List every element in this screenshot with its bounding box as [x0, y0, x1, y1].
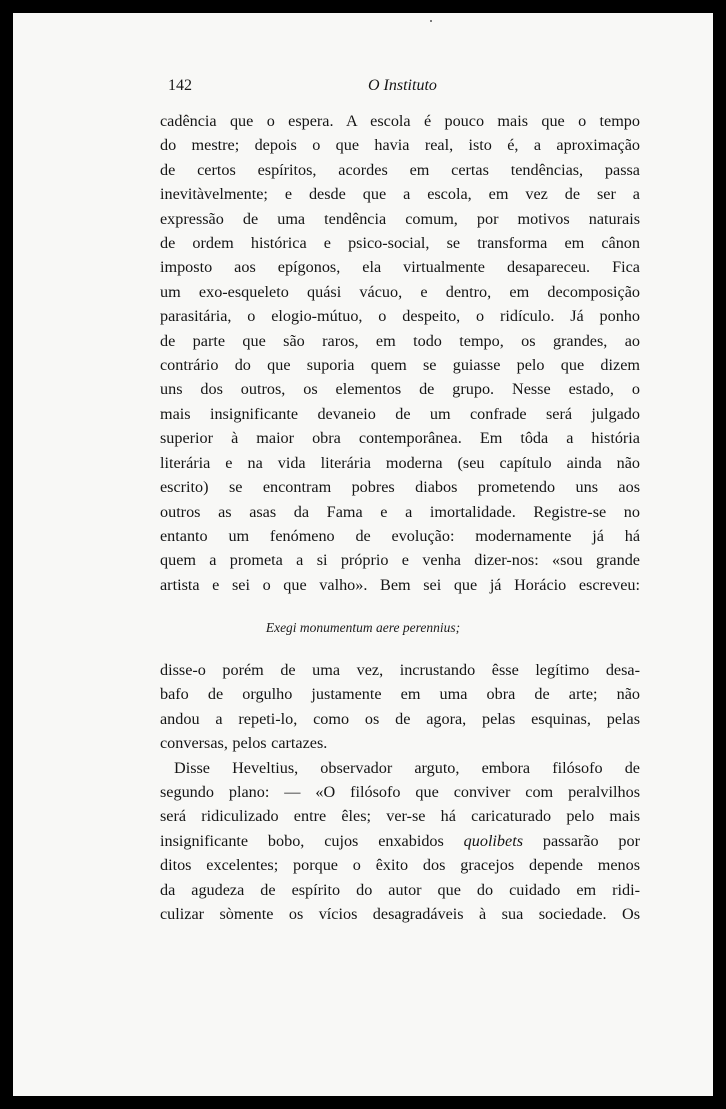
text-line: inevitàvelmente; e desde que a escola, em vez de ser a: [160, 185, 640, 204]
book-page: [13, 13, 713, 1096]
text-line: artista e sei o que valho». Bem sei que já Horácio escreveu:: [160, 575, 640, 594]
text-line: expressão de uma tendência comum, por motivos naturais: [160, 209, 640, 228]
text-line: de parte que são raros, em todo tempo, os grandes, ao: [160, 331, 640, 350]
text-line: disse-o porém de uma vez, incrustando êsse legítimo desa-: [160, 661, 640, 679]
text-line: insignificante bobo, cujos enxabidos quolibets passarão por: [160, 831, 640, 850]
text-line: imposto aos epígonos, ela virtualmente desapareceu. Fica: [160, 258, 640, 277]
text-line: será ridiculizado entre êles; ver-se há caricaturado pelo mais: [160, 807, 640, 826]
latin-quote: Exegi monumentum aere perennius;: [265, 620, 461, 635]
page-header: [13, 77, 713, 101]
text-line: da agudeza de espírito do autor que do cuidado em ridi-: [160, 880, 640, 899]
text-line: parasitária, o elogio-mútuo, o despeito, o ridículo. Já ponho: [160, 307, 640, 326]
text-line: cadência que o espera. A escola é pouco mais que o tempo: [160, 112, 640, 130]
page-number: 142: [168, 77, 192, 94]
running-title: O Instituto: [368, 77, 437, 94]
paragraph-1: [160, 109, 640, 597]
text-line: conversas, pelos cartazes.: [160, 734, 328, 753]
text-line: Disse Heveltius, observador arguto, embora filósofo de: [174, 758, 640, 777]
text-line: segundo plano: — «O filósofo que conviver com peralvilhos: [160, 783, 640, 802]
text-line: literária e na vida literária moderna (seu capítulo ainda não: [160, 453, 640, 472]
print-speck: [430, 20, 432, 22]
text-line: culizar sòmente os vícios desagradáveis à sua sociedade. Os: [160, 905, 640, 924]
text-line: outros as asas da Fama e a imortalidade. Registre-se no: [160, 502, 640, 521]
text-line: quem a prometa a si próprio e venha dizer-nos: «sou grande: [160, 551, 640, 570]
text-line: do mestre; depois o que havia real, isto é, a aproximação: [160, 136, 640, 155]
text-line: contrário do que suporia quem se guiasse pelo que dizem: [160, 356, 640, 375]
italic-word: quolibets: [463, 831, 524, 850]
text-line: mais insignificante devaneio de um confrade será julgado: [160, 404, 640, 423]
text-line: superior à maior obra contemporânea. Em tôda a história: [160, 429, 640, 448]
text-line: escrito) se encontram pobres diabos prometendo uns aos: [160, 478, 640, 497]
text-line: ditos excelentes; porque o êxito dos gracejos depende menos: [160, 856, 640, 875]
text-line: de certos espíritos, acordes em certas tendências, passa: [160, 160, 640, 179]
text-line: um exo-esqueleto quási vácuo, e dentro, em decomposição: [160, 282, 640, 301]
paragraphs-2-3: [160, 658, 640, 926]
text-line: andou a repeti-lo, como os de agora, pelas esquinas, pelas: [160, 709, 640, 728]
text-line: uns dos outros, os elementos de grupo. Nesse estado, o: [160, 380, 640, 399]
text-line: entanto um fenómeno de evolução: modernamente já há: [160, 526, 640, 545]
text-line: bafo de orgulho justamente em uma obra de arte; não: [160, 685, 640, 704]
text-line: de ordem histórica e psico-social, se transforma em cânon: [160, 234, 640, 253]
